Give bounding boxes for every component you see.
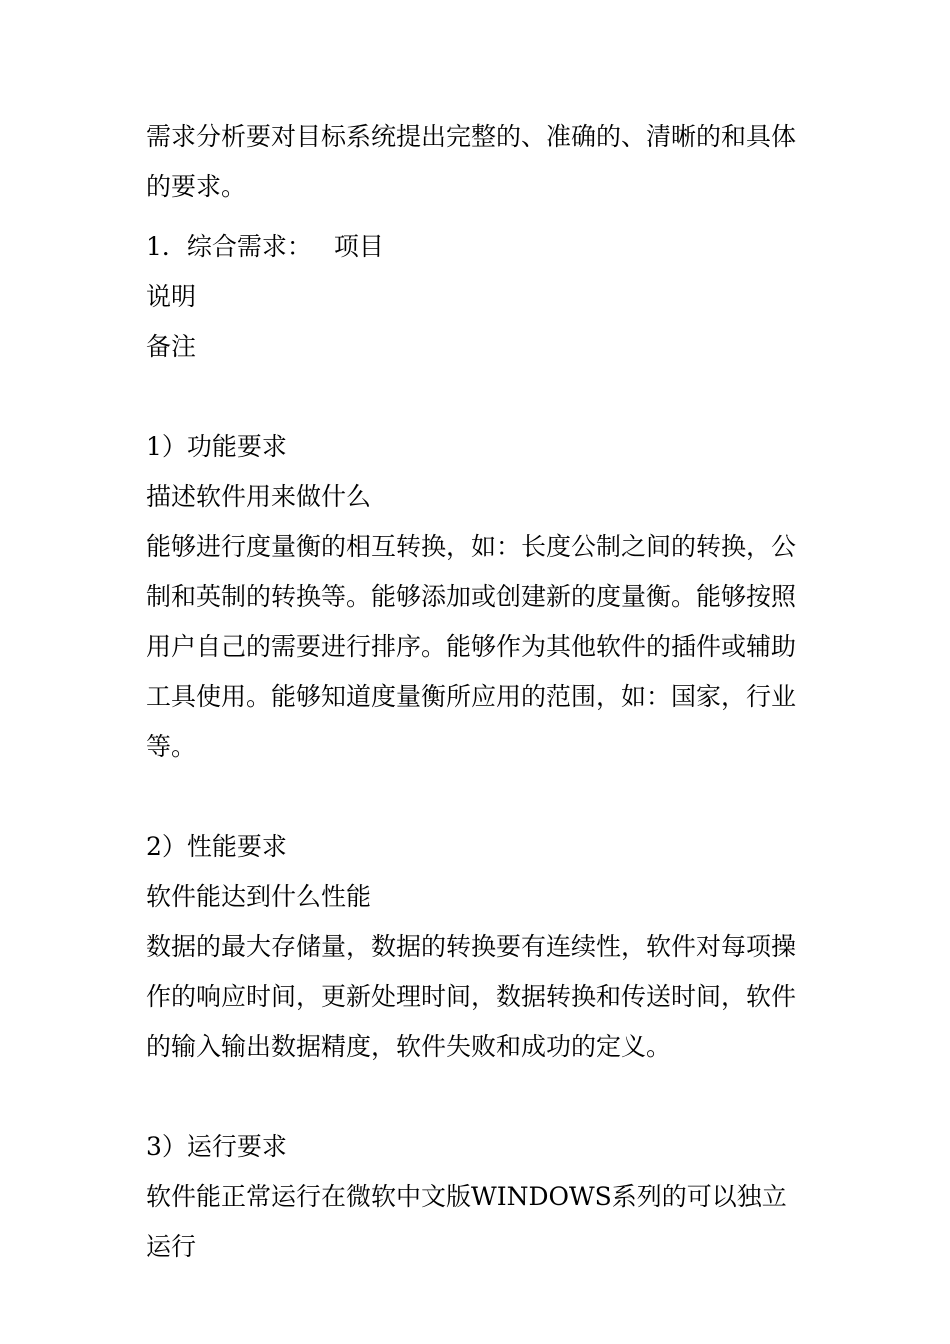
performance-heading: 2）性能要求 [146, 832, 287, 861]
functional-subtitle: 描述软件用来做什么 [146, 482, 372, 511]
column-item-label: 项目 [333, 232, 384, 261]
section-1-title: 1．综合需求： [146, 232, 312, 261]
document-page [146, 112, 810, 1272]
spacer [146, 212, 810, 222]
column-note-label: 备注 [146, 332, 197, 361]
section-1-heading [146, 222, 810, 272]
performance-subtitle: 软件能达到什么性能 [146, 882, 372, 911]
runtime-body: 软件能正常运行在微软中文版WINDOWS系列的可以独立运行 [146, 1182, 787, 1261]
intro-paragraph: 需求分析要对目标系统提出完整的、准确的、清晰的和具体的要求。 [146, 122, 797, 201]
functional-body: 能够进行度量衡的相互转换，如：长度公制之间的转换，公制和英制的转换等。能够添加或创建新的度量衡。能够按照用户自己的需要进行排序。能够作为其他软件的插件或辅助工具使用。能够知道度量衡所应用的范围，如：国家，行业等。 [146, 532, 797, 761]
spacer [146, 772, 810, 822]
performance-body: 数据的最大存储量，数据的转换要有连续性，软件对每项操作的响应时间，更新处理时间，数据转换和传送时间，软件的输入输出数据精度，软件失败和成功的定义。 [146, 932, 797, 1061]
column-description-label: 说明 [146, 282, 197, 311]
functional-heading: 1）功能要求 [146, 432, 287, 461]
spacer [146, 372, 810, 422]
runtime-heading: 3）运行要求 [146, 1132, 287, 1161]
spacer [146, 1072, 810, 1122]
